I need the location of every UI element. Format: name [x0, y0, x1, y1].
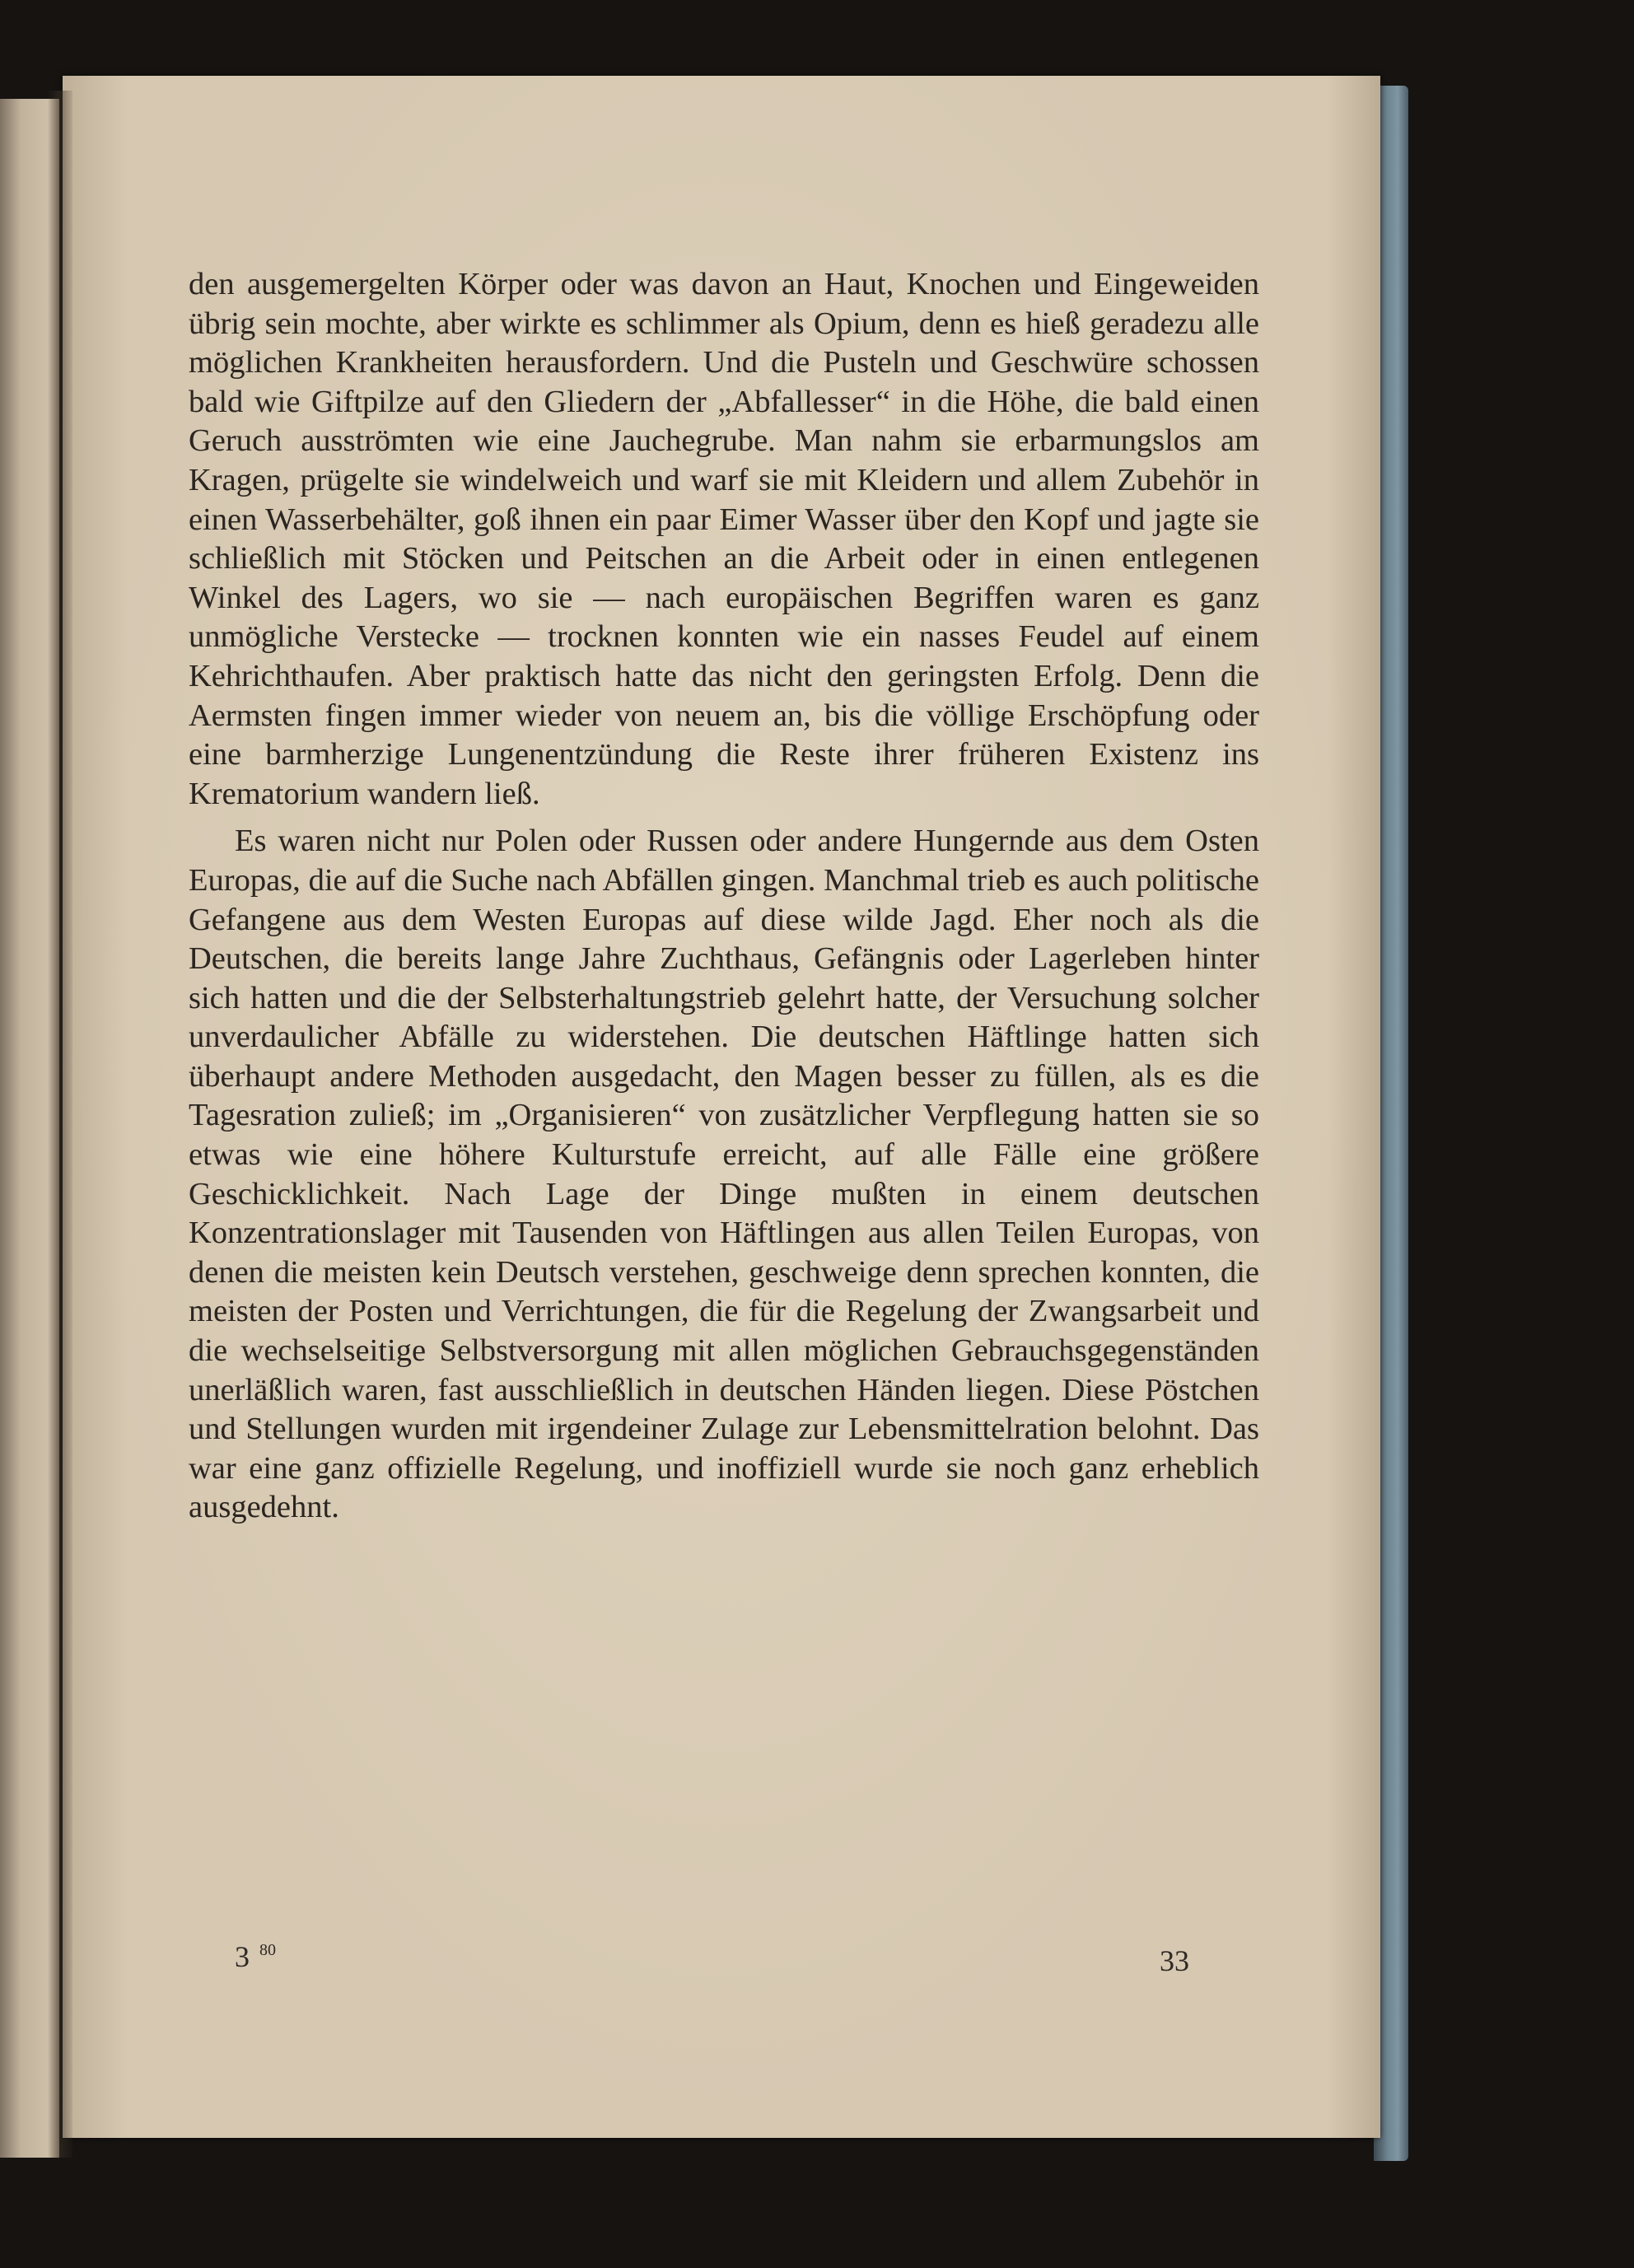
page-number: 33 — [1160, 1944, 1189, 1977]
gutter-shadow — [48, 91, 72, 2158]
signature-superscript: 80 — [259, 1941, 276, 1959]
printer-signature-mark — [235, 1939, 276, 1974]
book-page — [63, 76, 1380, 2138]
signature-number: 3 — [235, 1940, 250, 1973]
paragraph-1: den ausgemergelten Körper oder was davon an Haut, Knochen und Eingeweiden übrig sein mochte, aber wirkte es schlimmer als Opium, denn es hieß geradezu alle möglichen Krankheiten herausfordern. Und die Pusteln und Geschwüre schossen bald wie Giftpilze auf den Gliedern der „Abfallesser“ in die Höhe, die bald einen Geruch ausströmten wie eine Jauchegrube. Man nahm sie erbarmungslos am Kragen, prügelte sie windelweich und warf sie mit Kleidern und allem Zubehör in einen Wasserbehälter, goß ihnen ein paar Eimer Wasser über den Kopf und jagte sie schließlich mit Stöcken und Peitschen an die Arbeit oder in einen entlegenen Winkel des Lagers, wo sie — nach europäischen Begriffen waren es ganz unmögliche Verstecke — trocknen konnten wie ein nasses Feudel auf einem Kehrichthaufen. Aber praktisch hatte das nicht den geringsten Erfolg. Denn die Aermsten fingen immer wieder von neuem an, bis die völlige Erschöpfung oder eine barmherzige Lungenentzündung die Reste ihrer früheren Existenz ins Krematorium wandern ließ. — [189, 267, 1259, 811]
body-text — [189, 265, 1259, 1528]
paragraph-2: Es waren nicht nur Polen oder Russen oder andere Hungernde aus dem Osten Europas, die auf die Suche nach Abfällen gingen. Manchmal trieb es auch politische Gefangene aus dem Westen Europas auf diese wilde Jagd. Eher noch als die Deutschen, die bereits lange Jahre Zuchthaus, Gefängnis oder Lagerleben hinter sich hatten und die der Selbsterhaltungstrieb gelehrt hatte, der Versuchung solcher unverdaulicher Abfälle zu widerstehen. Die deutschen Häftlinge hatten sich überhaupt andere Methoden ausgedacht, den Magen besser zu füllen, als es die Tagesration zuließ; im „Organisieren“ von zusätzlicher Verpflegung hatten sie so etwas wie eine höhere Kulturstufe erreicht, auf alle Fälle eine größere Geschicklichkeit. Nach Lage der Dinge mußten in einem deutschen Konzentrationslager mit Tausenden von Häftlingen aus allen Teilen Europas, von denen die meisten kein Deutsch verstehen, geschweige denn sprechen konnten, die meisten der Posten und Verrichtungen, die für die Regelung der Zwangsarbeit und die wechselseitige Selbstversorgung mit allen möglichen Gebrauchsgegenständen unerläßlich waren, fast ausschließlich in deutschen Händen liegen. Diese Pöstchen und Stellungen wurden mit irgendeiner Zulage zur Lebensmittelration belohnt. Das war eine ganz offizielle Regelung, und inoffiziell wurde sie noch ganz erheblich ausgedehnt. — [189, 824, 1259, 1525]
